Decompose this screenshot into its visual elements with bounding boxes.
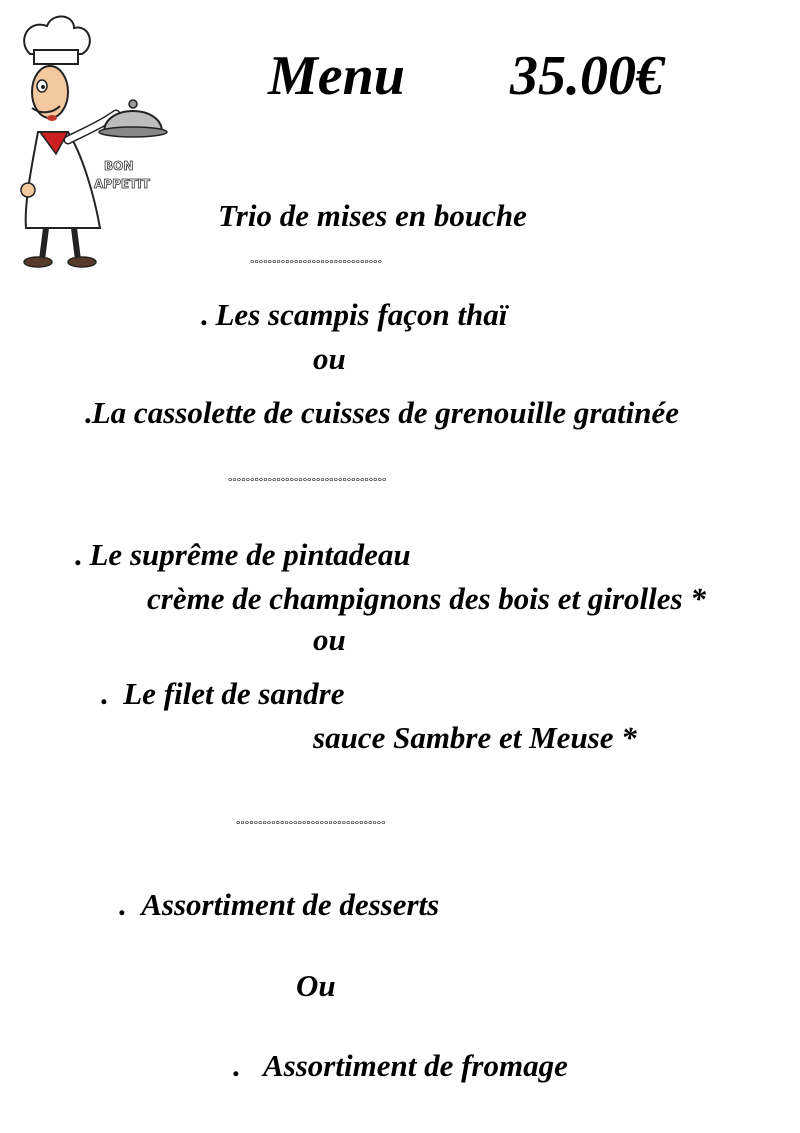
main-2-title-label: Le filet de sandre bbox=[123, 676, 345, 711]
bullet: . bbox=[118, 887, 126, 922]
entree-item: Trio de mises en bouche bbox=[218, 198, 527, 233]
dessert-1 bbox=[118, 887, 439, 923]
menu-price: 35.00€ bbox=[510, 45, 664, 107]
or-3: Ou bbox=[296, 968, 336, 1003]
bullet: . bbox=[100, 676, 108, 711]
main-1-desc: crème de champignons des bois et girolles * bbox=[147, 581, 706, 616]
main-2-title bbox=[100, 676, 345, 712]
starter-1 bbox=[200, 297, 507, 333]
chef-sign-line-2: APPETIT bbox=[94, 177, 150, 191]
or-1: ou bbox=[313, 341, 346, 376]
starter-2 bbox=[84, 395, 679, 431]
bullet: . bbox=[74, 537, 82, 572]
bullet: . bbox=[200, 297, 208, 332]
starter-1-label: Les scampis façon thaï bbox=[215, 297, 508, 332]
chef-illustration bbox=[12, 14, 182, 270]
menu-title: Menu bbox=[268, 45, 405, 107]
main-1-title bbox=[74, 537, 411, 573]
dessert-2 bbox=[232, 1048, 568, 1084]
or-2: ou bbox=[313, 622, 346, 657]
main-2-desc: sauce Sambre et Meuse * bbox=[313, 720, 637, 755]
separator-3: °°°°°°°°°°°°°°°°°°°°°°°°°°°°°°°°°° bbox=[236, 819, 386, 831]
starter-2-label: La cassolette de cuisses de grenouille gratinée bbox=[91, 395, 679, 430]
main-1-title-label: Le suprême de pintadeau bbox=[89, 537, 411, 572]
dessert-1-label: Assortiment de desserts bbox=[141, 887, 440, 922]
bullet: . bbox=[84, 395, 92, 430]
separator-2: °°°°°°°°°°°°°°°°°°°°°°°°°°°°°°°°°°°° bbox=[228, 476, 387, 488]
bullet: . bbox=[232, 1048, 240, 1083]
dessert-2-label: Assortiment de fromage bbox=[263, 1048, 568, 1083]
separator-1: °°°°°°°°°°°°°°°°°°°°°°°°°°°°°° bbox=[250, 258, 382, 270]
chef-sign-line-1: BON bbox=[104, 159, 134, 173]
